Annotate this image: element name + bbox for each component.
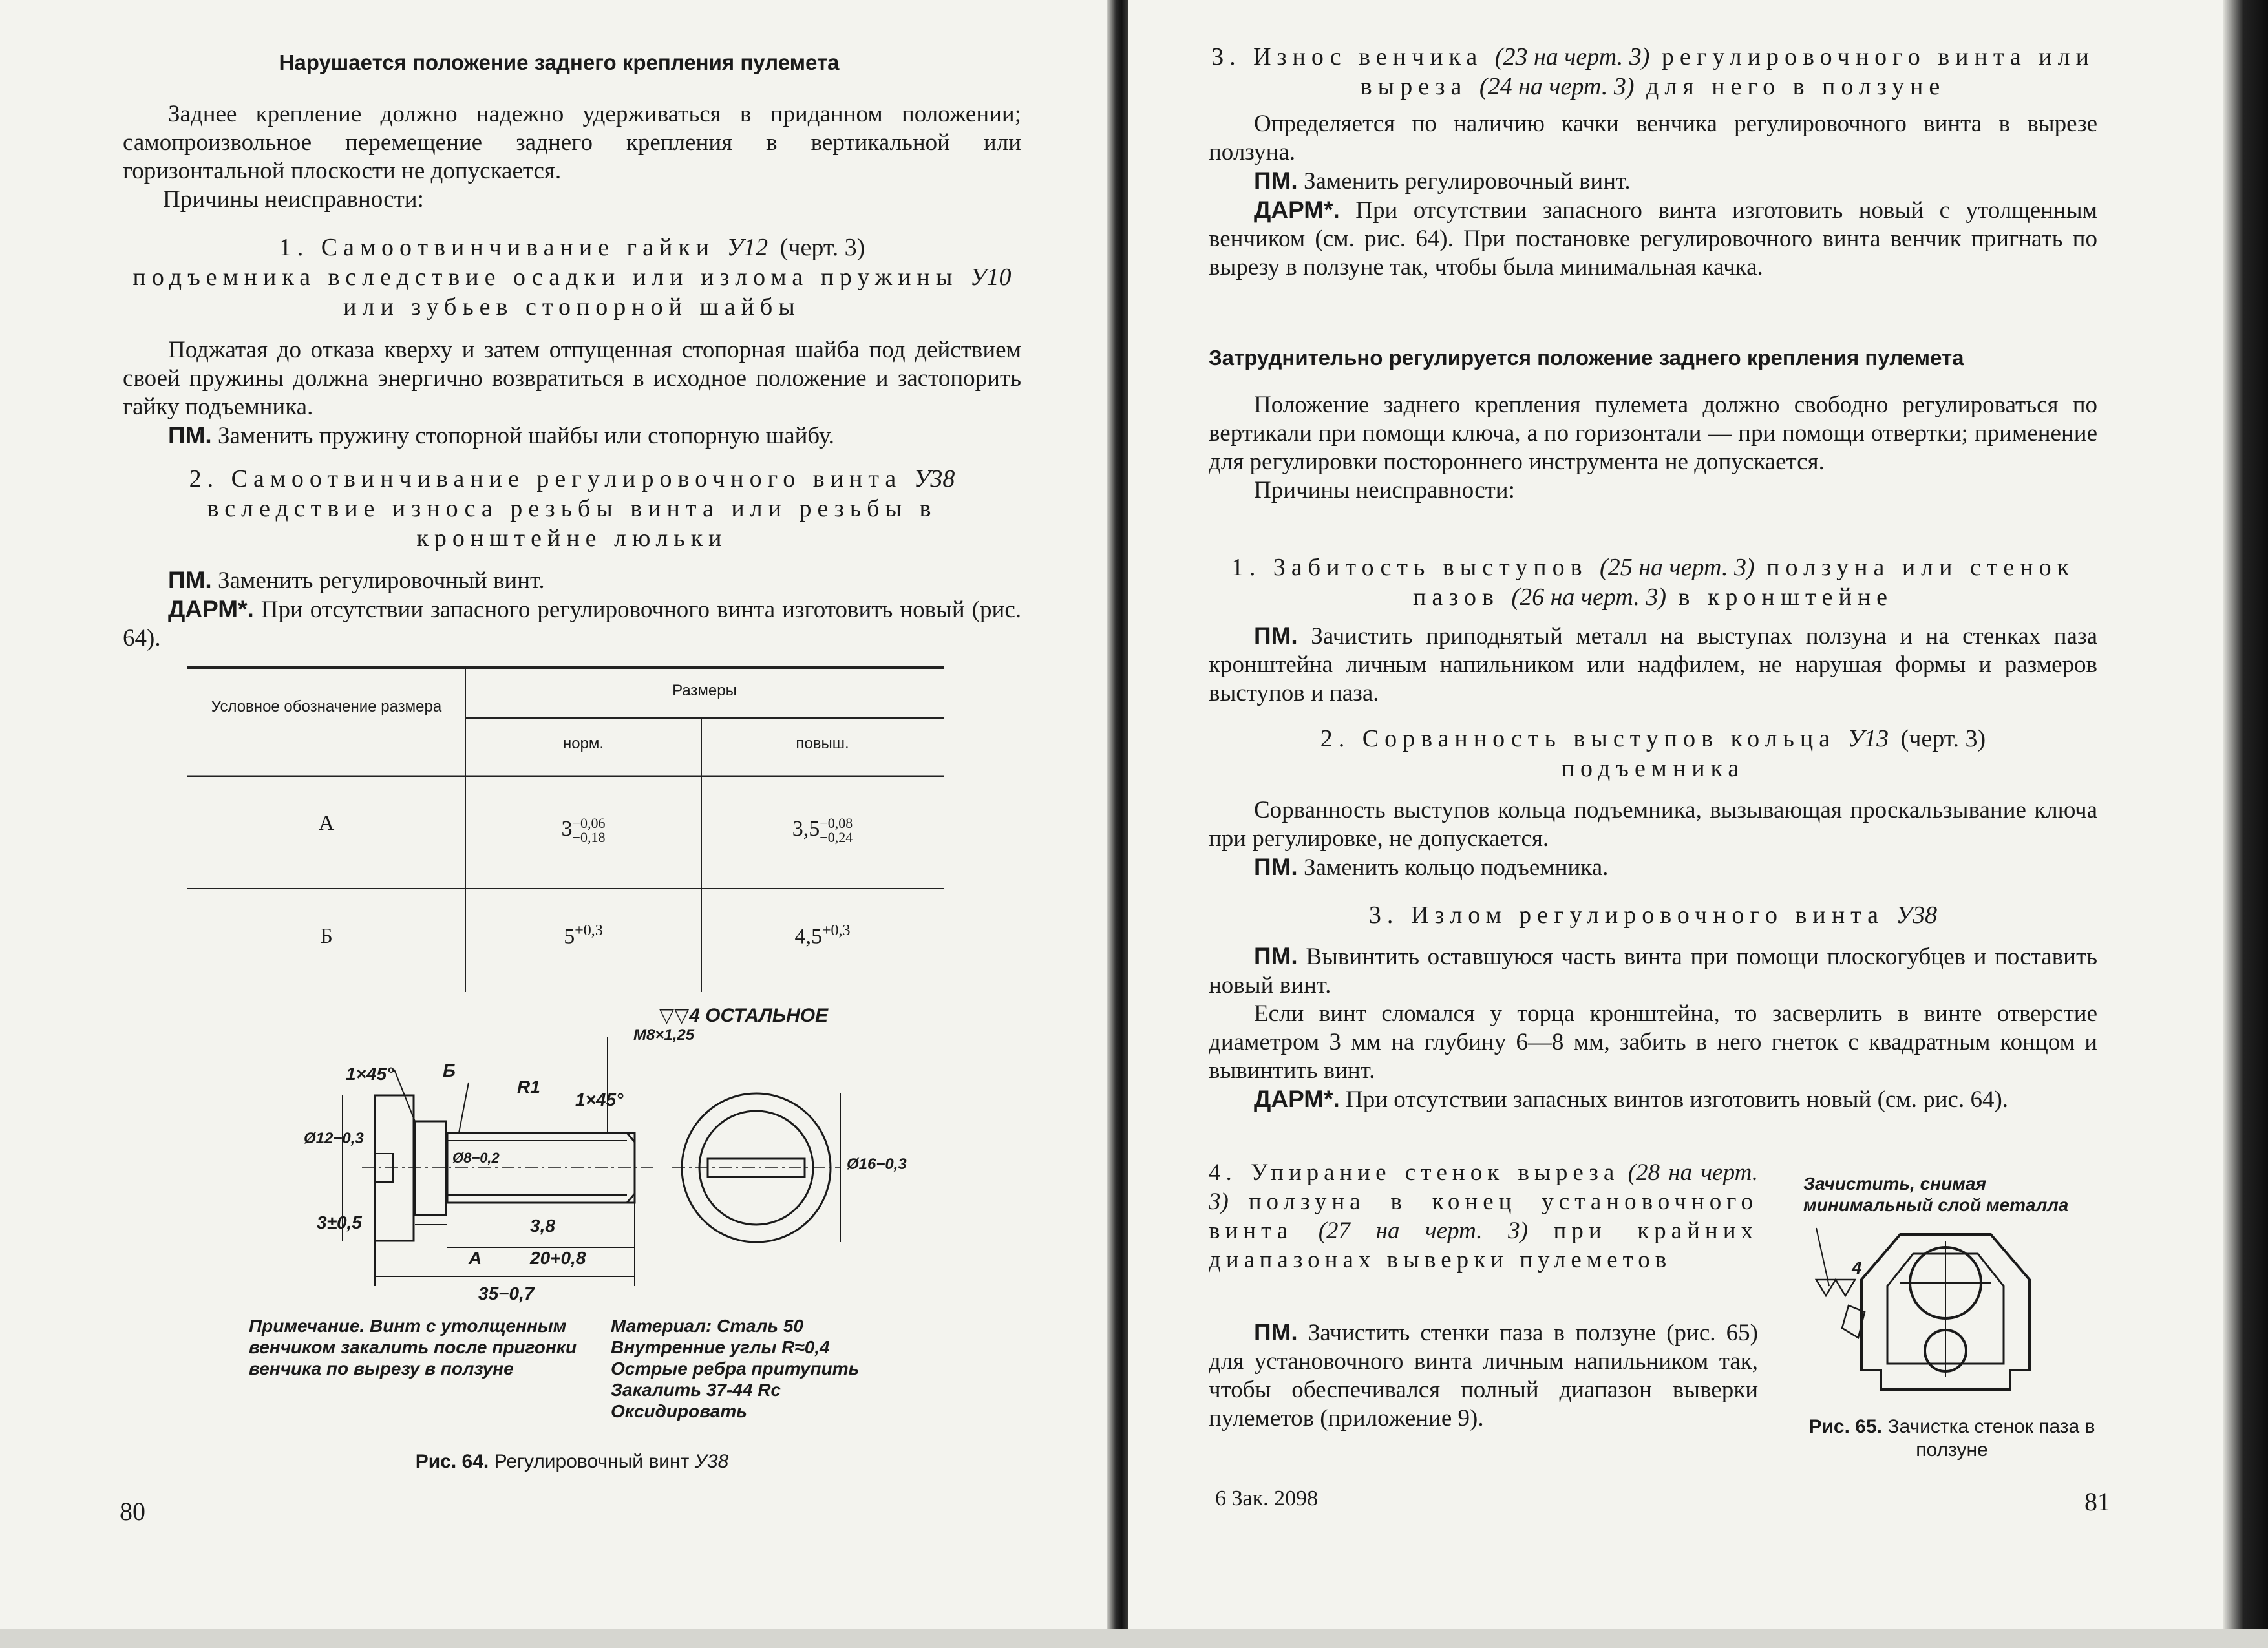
dim-d8: Ø8−0,2 — [452, 1150, 500, 1166]
fig65-label: 4 — [1852, 1258, 1862, 1278]
right-text-block-2 — [1209, 391, 2097, 505]
left-intro: Заднее крепление должно надежно удерживаться в приданном положении; самопроизвольное перемещение заднего крепления в вертикальной или горизонтальной плоскости не допускается. — [123, 101, 1021, 184]
right-r3-body — [1209, 942, 2097, 1114]
left-item1-title: 1. Самоотвинчивание гайки У12 (черт. 3) подъемника вследствие осадки или излома пружины У10 или зубьев стопорной шайбы — [132, 234, 1012, 321]
right-r4-title: 4. Упирание стенок выреза (28 на черт. 3) ползуна в конец установочного винта (27 на черт. 3) при крайних диапазонах выверки пулеметов — [1209, 1159, 1759, 1273]
table-row-a-name: А — [318, 811, 335, 835]
right-r1-title: 1. Забитость выступов (25 на черт. 3) ползуна или стенок пазов (26 на черт. 3) в кронштейне — [1231, 554, 2075, 611]
right-heading: Затруднительно регулируется положение заднего крепления пулемета — [1209, 346, 1964, 370]
right-r2-text: Сорванность выступов кольца подъемника, вызывающая проскальзывание ключа при регулировке, не допускается. — [1209, 797, 2097, 852]
table-row-b-norm: $5^{+0,3}$ — [564, 922, 603, 949]
table-row-b-incr: $4,5^{+0,3}$ — [794, 922, 851, 949]
right-item3-darm: ДАРМ*. При отсутствии запасного винта изготовить новый с утолщенным венчиком (см. рис. 64). При постановке регулировочного винта венчик пригнать по вырезу в ползуне так, чтобы была минимальная качка. — [1209, 196, 2097, 280]
right-item3-title: 3. Износ венчика (23 на черт. 3) регулировочного винта или выреза (24 на черт. 3) для него в ползуне — [1211, 43, 2095, 100]
right-r2-pm: ПМ. Заменить кольцо подъемника. — [1254, 854, 1609, 881]
left-text-block-1 — [123, 100, 1021, 214]
left-item1-text: Поджатая до отказа кверху и затем отпущенная стопорная шайба под действием своей пружины должна энергично возвратиться в исходное положение и застопорить гайку подъемника. — [123, 337, 1021, 420]
dim-20: 20+0,8 — [530, 1248, 586, 1268]
fig64-drawing — [246, 998, 924, 1309]
roughness-mark: ▽▽4 ОСТАЛЬНОЕ — [659, 1005, 829, 1026]
fig65-caption: Рис. 65. Зачистка стенок паза в ползуне — [1808, 1416, 2095, 1461]
table-sizes-header: Размеры — [672, 682, 737, 699]
table-col-header: Условное обозначение размера — [211, 698, 442, 715]
size-table — [187, 662, 944, 998]
table-row-a-incr: 3,5−0,08 −0,24 — [792, 815, 853, 845]
right-r3-pm: ПМ. Вывинтить оставшуюся часть винта при помощи плоскогубцев и поставить новый винт. — [1209, 943, 2098, 998]
right-footer: 6 Зак. 2098 — [1215, 1486, 1319, 1510]
right-r1-pm: ПМ. Зачистить приподнятый металл на выступах ползуна и на стенках паза кронштейна личным напильником или надфилем, не нарушая формы и размеров выступов и паза. — [1209, 622, 2097, 706]
left-item2-pm: ПМ. Заменить регулировочный винт. — [168, 567, 545, 594]
dim-d16: Ø16−0,3 — [847, 1156, 907, 1173]
right-item3-pm: ПМ. Заменить регулировочный винт. — [1254, 167, 1631, 195]
right-intro: Положение заднего крепления пулемета должно свободно регулироваться по вертикали при помощи ключа, а по горизонтали — при помощи отвертки; применение для регулировки постороннего инструмента не допускается. — [1209, 392, 2097, 475]
dim-3: 3±0,5 — [317, 1212, 362, 1232]
table-row-b-name: Б — [320, 924, 333, 948]
left-page — [0, 0, 1112, 1648]
right-r4-body — [1209, 1318, 1758, 1433]
dim-3-8: 3,8 — [530, 1216, 555, 1236]
dim-thread: М8×1,25 — [633, 1026, 695, 1044]
left-item1-pm: ПМ. Заменить пружину стопорной шайбы или стопорную шайбу. — [168, 422, 834, 449]
right-edge-shadow — [2223, 0, 2268, 1648]
dim-35: 35−0,7 — [478, 1284, 535, 1304]
left-page-number: 80 — [120, 1497, 145, 1526]
dim-b: Б — [443, 1061, 456, 1081]
table-row-a-norm: 3−0,06 −0,18 — [561, 815, 606, 845]
bottom-edge — [0, 1629, 2268, 1648]
dim-chamfer-1: 1×45° — [346, 1064, 394, 1084]
fig64-note: Примечание. Винт с утолщенным венчиком закалить после пригонки венчика по вырезу в ползуне — [249, 1316, 577, 1379]
dim-r1: R1 — [517, 1077, 540, 1097]
left-causes-label: Причины неисправности: — [163, 186, 424, 213]
left-item2-body — [123, 566, 1021, 653]
right-r1-body — [1209, 622, 2097, 708]
fig65-note: Зачистить, снимая минимальный слой металла — [1803, 1174, 2069, 1215]
fig64-caption: Рис. 64. Регулировочный винт У38 — [415, 1451, 729, 1472]
right-r3-title: 3. Излом регулировочного винта У38 — [1368, 902, 1938, 929]
fig64-material: Материал: Сталь 50 Внутренние углы R≈0,4 Острые ребра притупить Закалить 37-44 Rc Оксидировать — [611, 1316, 860, 1421]
right-r2-body — [1209, 796, 2097, 882]
right-r3-text: Если винт сломался у торца кронштейна, то засверлить в винте отверстие диаметром 3 мм на глубину 6—8 мм, забить в него гнеток с квадратным концом и вывинтить винт. — [1209, 1000, 2097, 1084]
left-item2-darm: ДАРМ*. При отсутствии запасного регулировочного винта изготовить новый (рис. 64). — [123, 596, 1022, 651]
left-heading: Нарушается положение заднего крепления пулемета — [279, 50, 840, 74]
right-r3-darm: ДАРМ*. При отсутствии запасных винтов изготовить новый (см. рис. 64). — [1254, 1086, 2009, 1113]
right-r2-title: 2. Сорванность выступов кольца У13 (черт. 3) подъемника — [1320, 725, 1986, 782]
right-causes-label: Причины неисправности: — [1254, 477, 1515, 503]
left-item1-body — [123, 336, 1021, 450]
fig65-drawing — [1803, 1215, 2101, 1402]
dim-d12: Ø12−0,3 — [304, 1130, 364, 1147]
dim-chamfer-2: 1×45° — [575, 1090, 624, 1110]
dim-a: А — [469, 1248, 482, 1268]
table-norm-header: норм. — [562, 735, 604, 752]
right-item3-text: Определяется по наличию качки венчика регулировочного винта в вырезе ползуна. — [1209, 111, 2097, 165]
right-r4-pm: ПМ. Зачистить стенки паза в ползуне (рис. 65) для установочного винта личным напильником так, чтобы обеспечивался полный диапазон выверки пулеметов (приложение 9). — [1209, 1319, 1758, 1431]
right-page-number: 81 — [2084, 1487, 2110, 1516]
table-incr-header: повыш. — [796, 735, 849, 752]
left-item2-title: 2. Самоотвинчивание регулировочного винта У38 вследствие износа резьбы винта или резьбы в кронштейне люльки — [189, 465, 955, 552]
right-item3-body — [1209, 110, 2097, 282]
right-page — [1128, 0, 2249, 1648]
